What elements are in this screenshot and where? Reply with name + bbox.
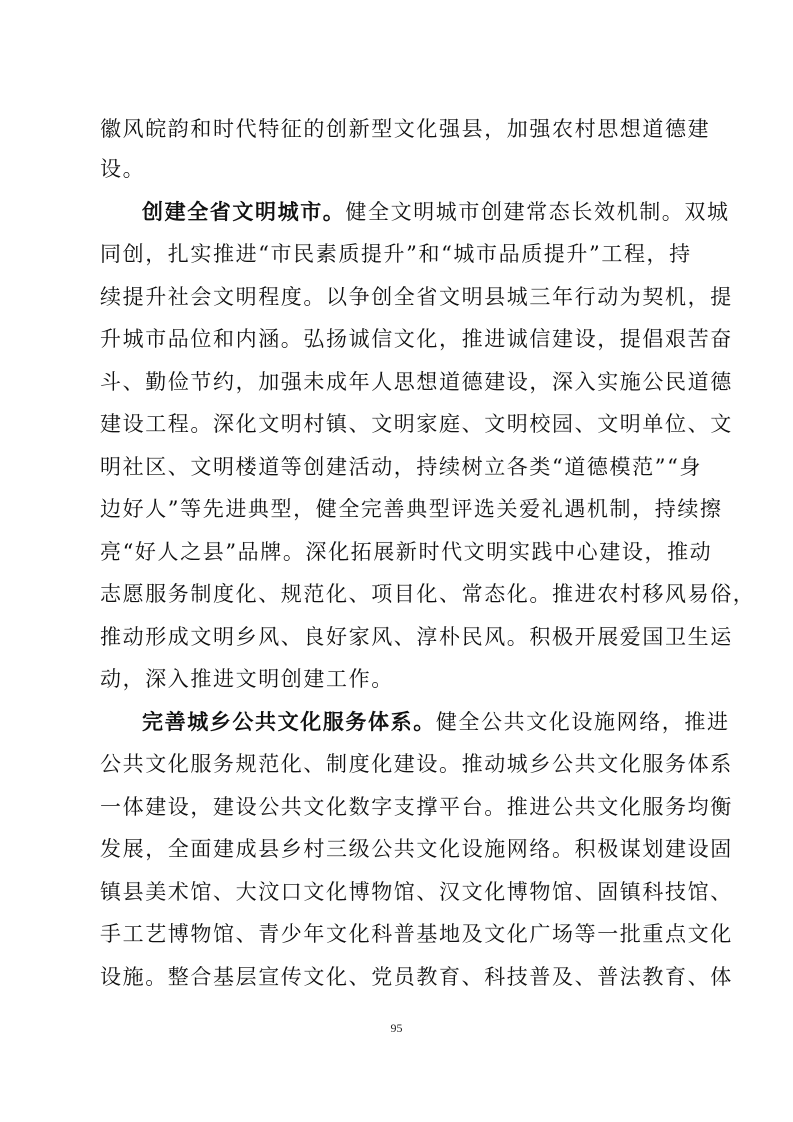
body-text-line: 志愿服务制度化、规范化、项目化、常态化。推进农村移风易俗， bbox=[100, 582, 756, 606]
body-text-line: 同创，扎实推进“市民素质提升”和“城市品质提升”工程，持 bbox=[100, 242, 692, 266]
section-heading-public-culture: 完善城乡公共文化服务体系。 bbox=[142, 710, 436, 734]
body-text-run: 健全公共文化设施网络，推进 bbox=[435, 710, 730, 734]
page-number: 95 bbox=[390, 1021, 403, 1035]
body-text-line: 续提升社会文明程度。以争创全省文明县城三年行动为契机，提 bbox=[100, 285, 733, 309]
body-text-line: 建设工程。深化文明村镇、文明家庭、文明校园、文明单位、文 bbox=[100, 412, 733, 436]
paragraph-civilized-city-first-line bbox=[142, 200, 730, 224]
section-heading-civilized-city: 创建全省文明城市。 bbox=[142, 200, 346, 224]
body-text-line: 设施。整合基层宣传文化、党员教育、科技普及、普法教育、体 bbox=[100, 965, 733, 989]
body-text-line: 手工艺博物馆、青少年文化科普基地及文化广场等一批重点文化 bbox=[100, 922, 733, 946]
body-text-line: 明社区、文明楼道等创建活动，持续树立各类“道德模范”“身 bbox=[100, 455, 703, 479]
body-text-line: 镇县美术馆、大汶口文化博物馆、汉文化博物馆、固镇科技馆、 bbox=[100, 880, 733, 904]
body-text-line: 公共文化服务规范化、制度化建设。推动城乡公共文化服务体系 bbox=[100, 752, 733, 776]
body-text-line: 升城市品位和内涵。弘扬诚信文化，推进诚信建设，提倡艰苦奋 bbox=[100, 327, 733, 351]
body-text-line: 设。 bbox=[100, 157, 146, 181]
body-text-line: 发展，全面建成县乡村三级公共文化设施网络。积极谋划建设固 bbox=[100, 837, 733, 861]
body-text-line: 推动形成文明乡风、良好家风、淳朴民风。积极开展爱国卫生运 bbox=[100, 625, 733, 649]
body-text-line: 边好人”等先进典型，健全完善典型评选关爱礼遇机制，持续擦 bbox=[100, 497, 723, 521]
body-text-run: 健全文明城市创建常态长效机制。双城 bbox=[345, 200, 730, 224]
paragraph-public-culture-first-line bbox=[142, 710, 730, 734]
body-text-line: 动，深入推进文明创建工作。 bbox=[100, 667, 394, 691]
body-text-line: 亮“好人之县”品牌。深化拓展新时代文明实践中心建设，推动 bbox=[100, 540, 713, 564]
body-text-line: 徽风皖韵和时代特征的创新型文化强县，加强农村思想道德建 bbox=[100, 117, 711, 141]
body-text-line: 一体建设，建设公共文化数字支撑平台。推进公共文化服务均衡 bbox=[100, 795, 733, 819]
body-text-line: 斗、勤俭节约，加强未成年人思想道德建设，深入实施公民道德 bbox=[100, 370, 733, 394]
